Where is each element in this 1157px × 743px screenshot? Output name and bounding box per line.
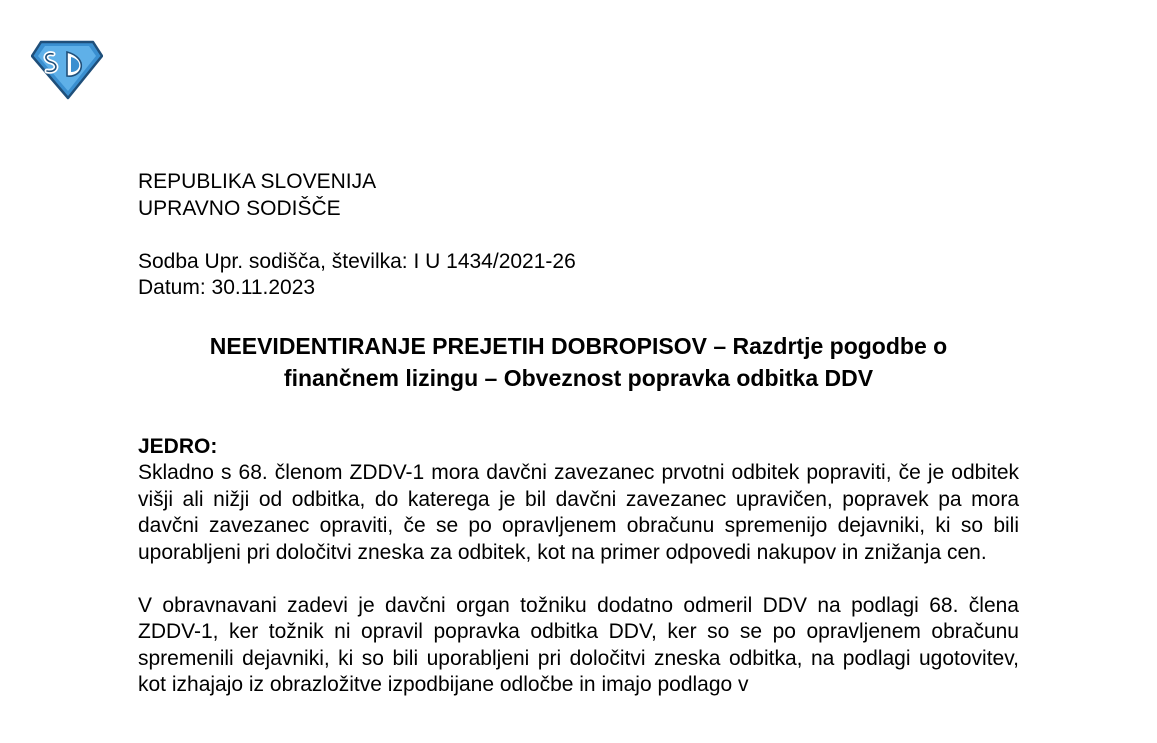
judgment-date: Datum: 30.11.2023 xyxy=(138,276,316,299)
core-paragraph-2: V obravnavani zadevi je davčni organ tožniku dodatno odmeril DDV na podlagi 68. člena ZDDV-1, ker tožnik ni opravil popravka odbitka DDV, ker so se po opravljenem obračunu spremenili dejavniki, ki so bili uporabljeni pri določitvi zneska odbitka, na podlagi ugotovitev, kot izhajajo iz obrazložitve izpodbijane odločbe in imajo podlago v xyxy=(138,593,1019,696)
headline-line-2: finančnem lizingu – Obveznost popravka odbitka DDV xyxy=(283,364,874,391)
court-diamond-logo-icon xyxy=(31,40,103,100)
republic-name: REPUBLIKA SLOVENIJA xyxy=(138,170,377,193)
court-logo xyxy=(31,40,103,100)
case-number: Sodba Upr. sodišča, številka: I U 1434/2021-26 xyxy=(138,249,576,273)
case-meta xyxy=(138,249,1019,302)
core-heading: JEDRO: xyxy=(138,434,218,458)
judgment-headline xyxy=(138,330,1019,394)
document-body xyxy=(138,169,1019,699)
court-header xyxy=(138,169,1019,222)
core-paragraph-1: Skladno s 68. členom ZDDV-1 mora davčni zavezanec prvotni odbitek popraviti, če je odbitek višji ali nižji od odbitka, do katerega je bil davčni zavezanec upravičen, popravek pa mora davčni zavezanec opraviti, če se po opravljenem obračunu spremenijo dejavniki, ki so bili uporabljeni pri določitvi zneska za odbitek, kot na primer odpovedi nakupov in znižanja cen. xyxy=(138,461,1019,564)
headline-line-1: NEEVIDENTIRANJE PREJETIH DOBROPISOV – Razdrtje pogodbe o xyxy=(209,332,948,359)
court-name: UPRAVNO SODIŠČE xyxy=(138,196,341,220)
